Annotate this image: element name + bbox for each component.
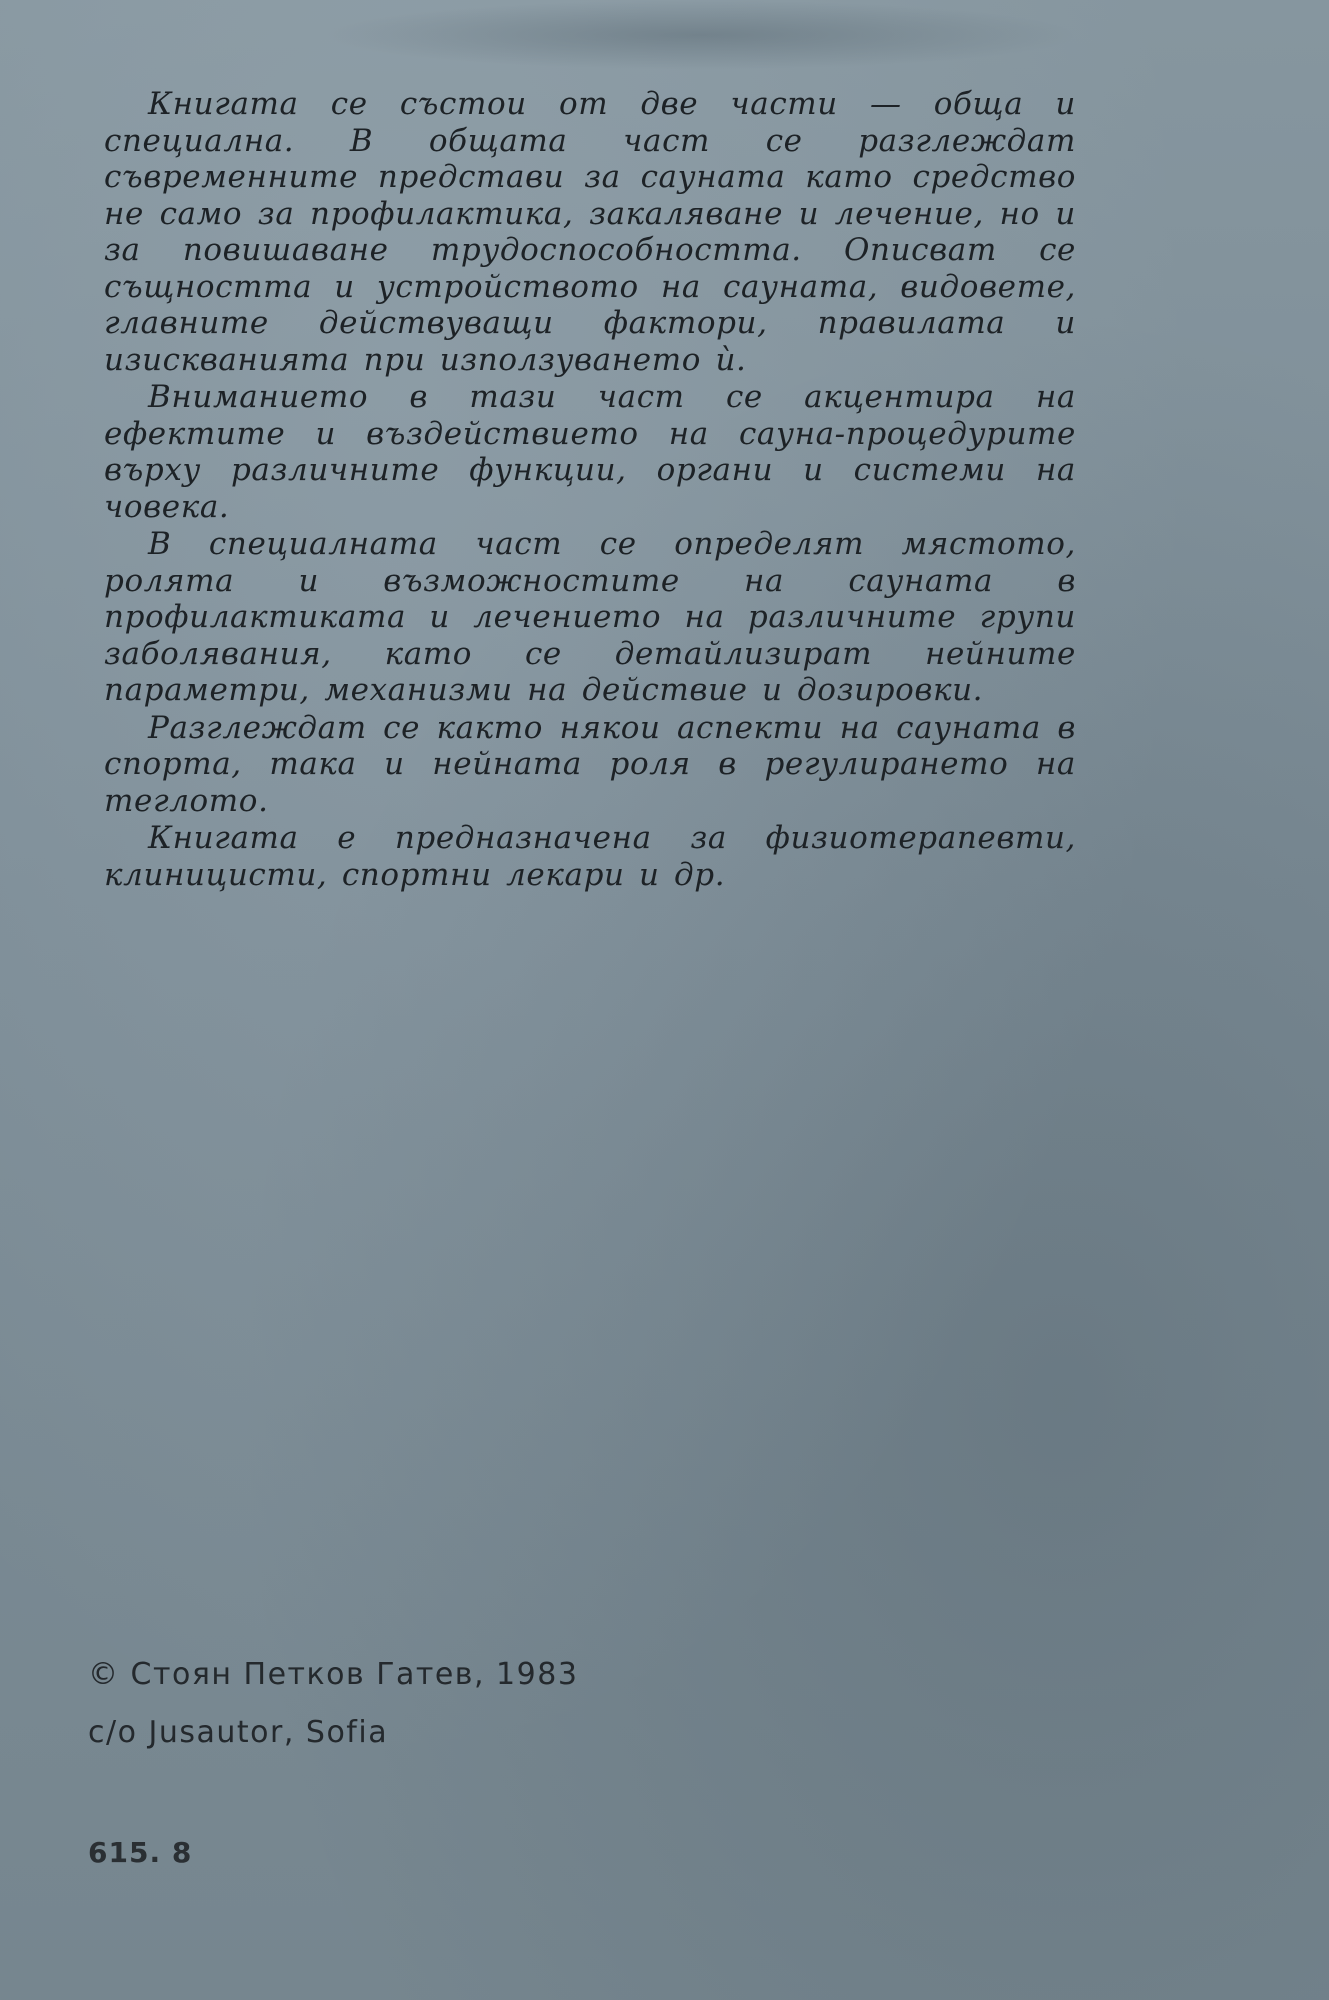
copyright-notice	[88, 1646, 578, 1762]
copyright-line: © Стоян Петков Гатев, 1983	[88, 1657, 579, 1692]
annotation-paragraph-4: Разглеждат се както някои аспекти на сауната в спорта, така и нейната роля в регулирането на теглото.	[104, 709, 1076, 819]
annotation-paragraph-3: В специалната част се определят мястото, ролята и възможностите на сауната в профилактиката и лечението на различните групи заболявания, като се детайлизират нейните параметри, механизми на действие и дозировки.	[104, 526, 1076, 708]
annotation-paragraph-2: Вниманието в тази част се акцентира на ефектите и въздействието на сауна-процедурите върху различните функции, органи и системи на човека.	[104, 379, 1076, 525]
book-annotation	[104, 86, 1076, 894]
classification-code: 615. 8	[88, 1836, 193, 1869]
annotation-paragraph-1: Книгата се състои от две части — обща и специална. В общата част се разглеждат съвременните представи за сауната като средство не само за профилактика, закаляване и лечение, но и за повишаване трудоспособността. Описват се същността и устройството на сауната, видовете, главните действуващи фактори, правилата и изискванията при използуването ѝ.	[104, 86, 1076, 378]
page-top-shadow	[320, 0, 1080, 70]
annotation-paragraph-5: Книгата е предназначена за физиотерапевти, клиницисти, спортни лекари и др.	[104, 820, 1076, 893]
agency-line: c/o Jusautor, Sofia	[88, 1715, 389, 1750]
